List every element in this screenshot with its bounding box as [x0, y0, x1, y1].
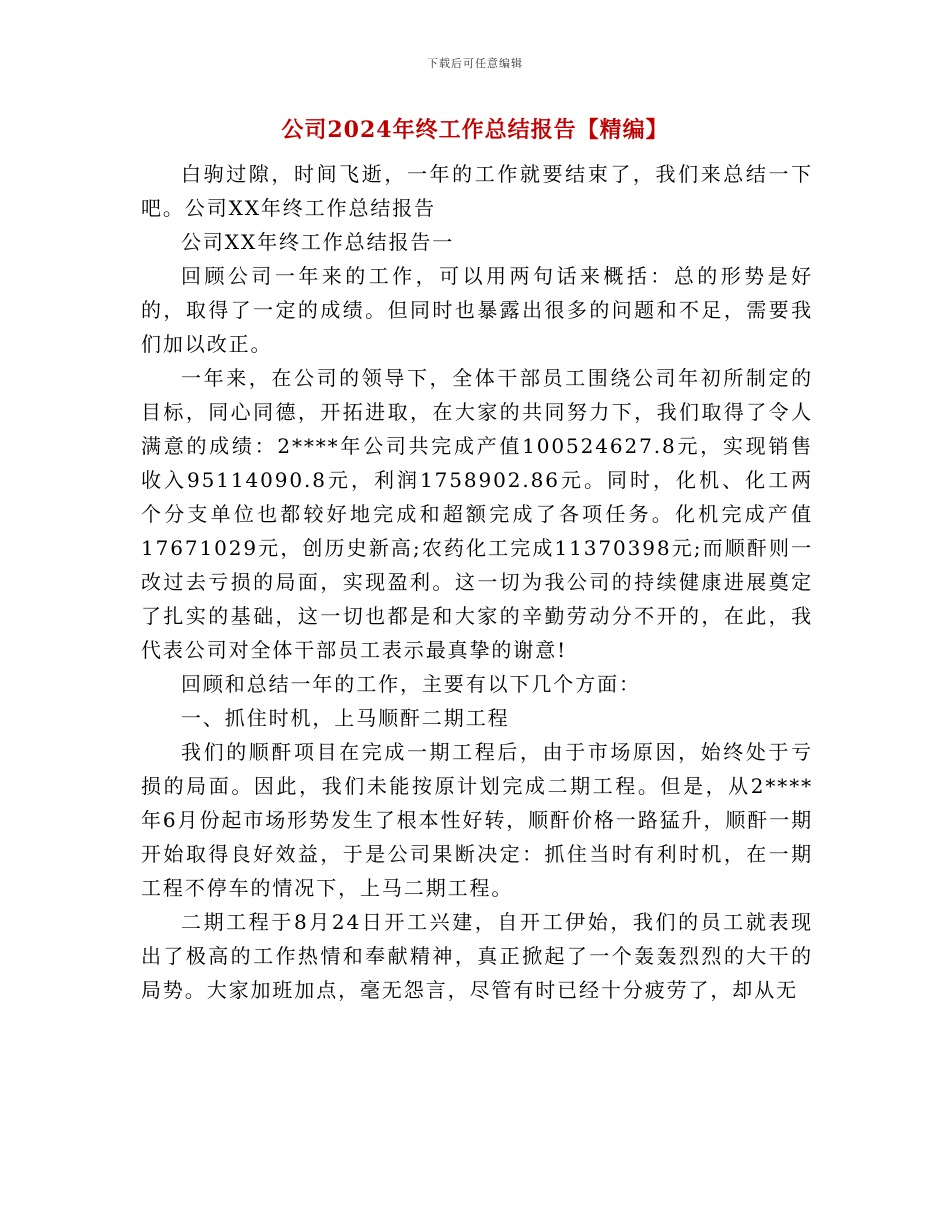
document-body: [141, 157, 813, 1007]
document-title: 公司2024年终工作总结报告【精编】: [281, 117, 669, 143]
section-heading: 一、抓住时机，上马顺酐二期工程: [181, 706, 510, 730]
paragraph: 二期工程于8月24日开工兴建，自开工伊始，我们的员工就表现出了极高的工作热情和奉献精神，真正掀起了一个轰轰烈烈的大干的局势。大家加班加点，毫无怨言，尽管有时已经十分疲劳了，却从无: [141, 910, 813, 1002]
paragraph: 白驹过隙，时间飞逝，一年的工作就要结束了，我们来总结一下吧。公司XX年终工作总结报告: [141, 162, 813, 220]
paragraph: 回顾和总结一年的工作，主要有以下几个方面：: [181, 672, 641, 696]
paragraph: 回顾公司一年来的工作，可以用两句话来概括：总的形势是好的，取得了一定的成绩。但同时也暴露出很多的问题和不足，需要我们加以改正。: [141, 264, 813, 356]
paragraph: 公司XX年终工作总结报告一: [181, 230, 455, 254]
paragraph: 一年来，在公司的领导下，全体干部员工围绕公司年初所制定的目标，同心同德，开拓进取，在大家的共同努力下，我们取得了令人满意的成绩：2****年公司共完成产值100524627.8元，实现销售收入95114090.8元，利润1758902.86元。同时，化机、化工两个分支单位也都较好地完成和超额完成了各项任务。化机完成产值17671029元，创历史新高;农药化工完成11370398元;而顺酐则一改过去亏损的局面，实现盈利。这一切为我公司的持续健康进展奠定了扎实的基础，这一切也都是和大家的辛勤劳动分不开的，在此，我代表公司对全体干部员工表示最真挚的谢意!: [141, 366, 813, 662]
paragraph: 我们的顺酐项目在完成一期工程后，由于市场原因，始终处于亏损的局面。因此，我们未能按原计划完成二期工程。但是，从2****年6月份起市场形势发生了根本性好转，顺酐价格一路猛升，顺酐一期开始取得良好效益，于是公司果断决定：抓住当时有利时机，在一期工程不停车的情况下，上马二期工程。: [141, 740, 813, 900]
header-note: 下载后可任意编辑: [427, 57, 523, 70]
